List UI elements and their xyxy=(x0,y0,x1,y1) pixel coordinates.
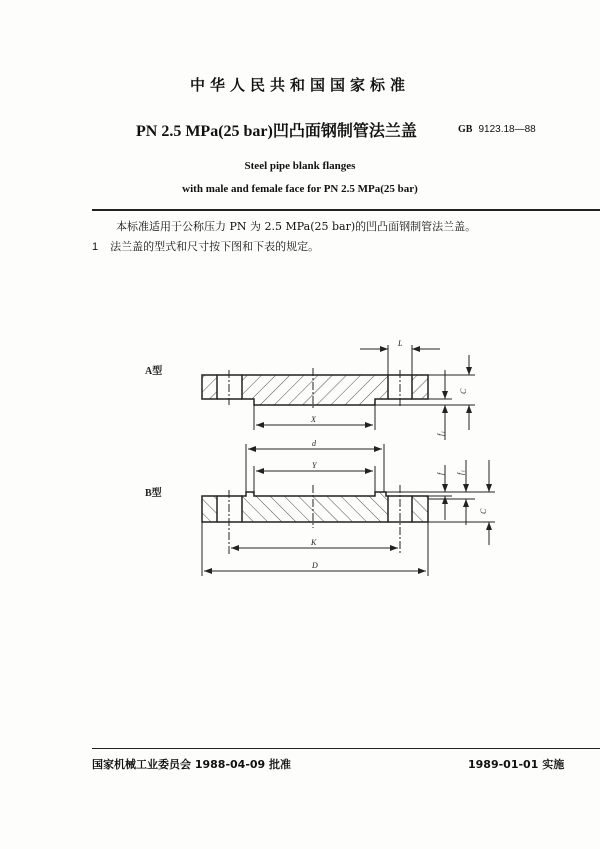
dim-f1-label-a: f₁ xyxy=(436,430,445,436)
effective-date: 1989-01-01 实施 xyxy=(468,758,565,771)
code-number: 9123.18—88 xyxy=(478,124,536,135)
national-standard-heading: 中华人民共和国国家标准 xyxy=(189,76,410,94)
code-prefix: GB xyxy=(458,124,473,135)
dim-d-label: d xyxy=(312,439,316,448)
document-title: PN 2.5 MPa(25 bar)凹凸面钢制管法兰盖 xyxy=(136,123,417,140)
scope-paragraph: 本标准适用于公称压力 PN 为 2.5 MPa(25 bar)的凹凸面钢制管法兰盖。 xyxy=(116,220,477,233)
clause-number: 1 xyxy=(92,241,99,253)
dim-f-label: f xyxy=(436,472,445,475)
type-a-section xyxy=(202,345,475,440)
dim-outer-d-label: D xyxy=(312,561,318,570)
type-b-label: B型 xyxy=(145,488,162,499)
dim-k-label: K xyxy=(311,538,317,547)
dim-c-label-b: C xyxy=(479,508,488,514)
dim-c-label-a: C xyxy=(459,388,468,394)
english-title-line2: with male and female face for PN 2.5 MPa(25 bar) xyxy=(182,183,418,195)
dim-x-label: X xyxy=(311,415,316,424)
footer-divider xyxy=(92,748,600,749)
dim-l-label: L xyxy=(398,339,403,348)
type-b-section xyxy=(202,444,495,576)
dim-f1-label-b: f₁ xyxy=(456,469,465,475)
dim-y-label: Y xyxy=(312,461,317,470)
type-a-label: A型 xyxy=(145,366,163,377)
approval-info: 国家机械工业委员会 1988-04-09 批准 xyxy=(92,758,292,771)
clause-text: 法兰盖的型式和尺寸按下图和下表的规定。 xyxy=(110,240,320,253)
english-title-line1: Steel pipe blank flanges xyxy=(244,160,356,172)
